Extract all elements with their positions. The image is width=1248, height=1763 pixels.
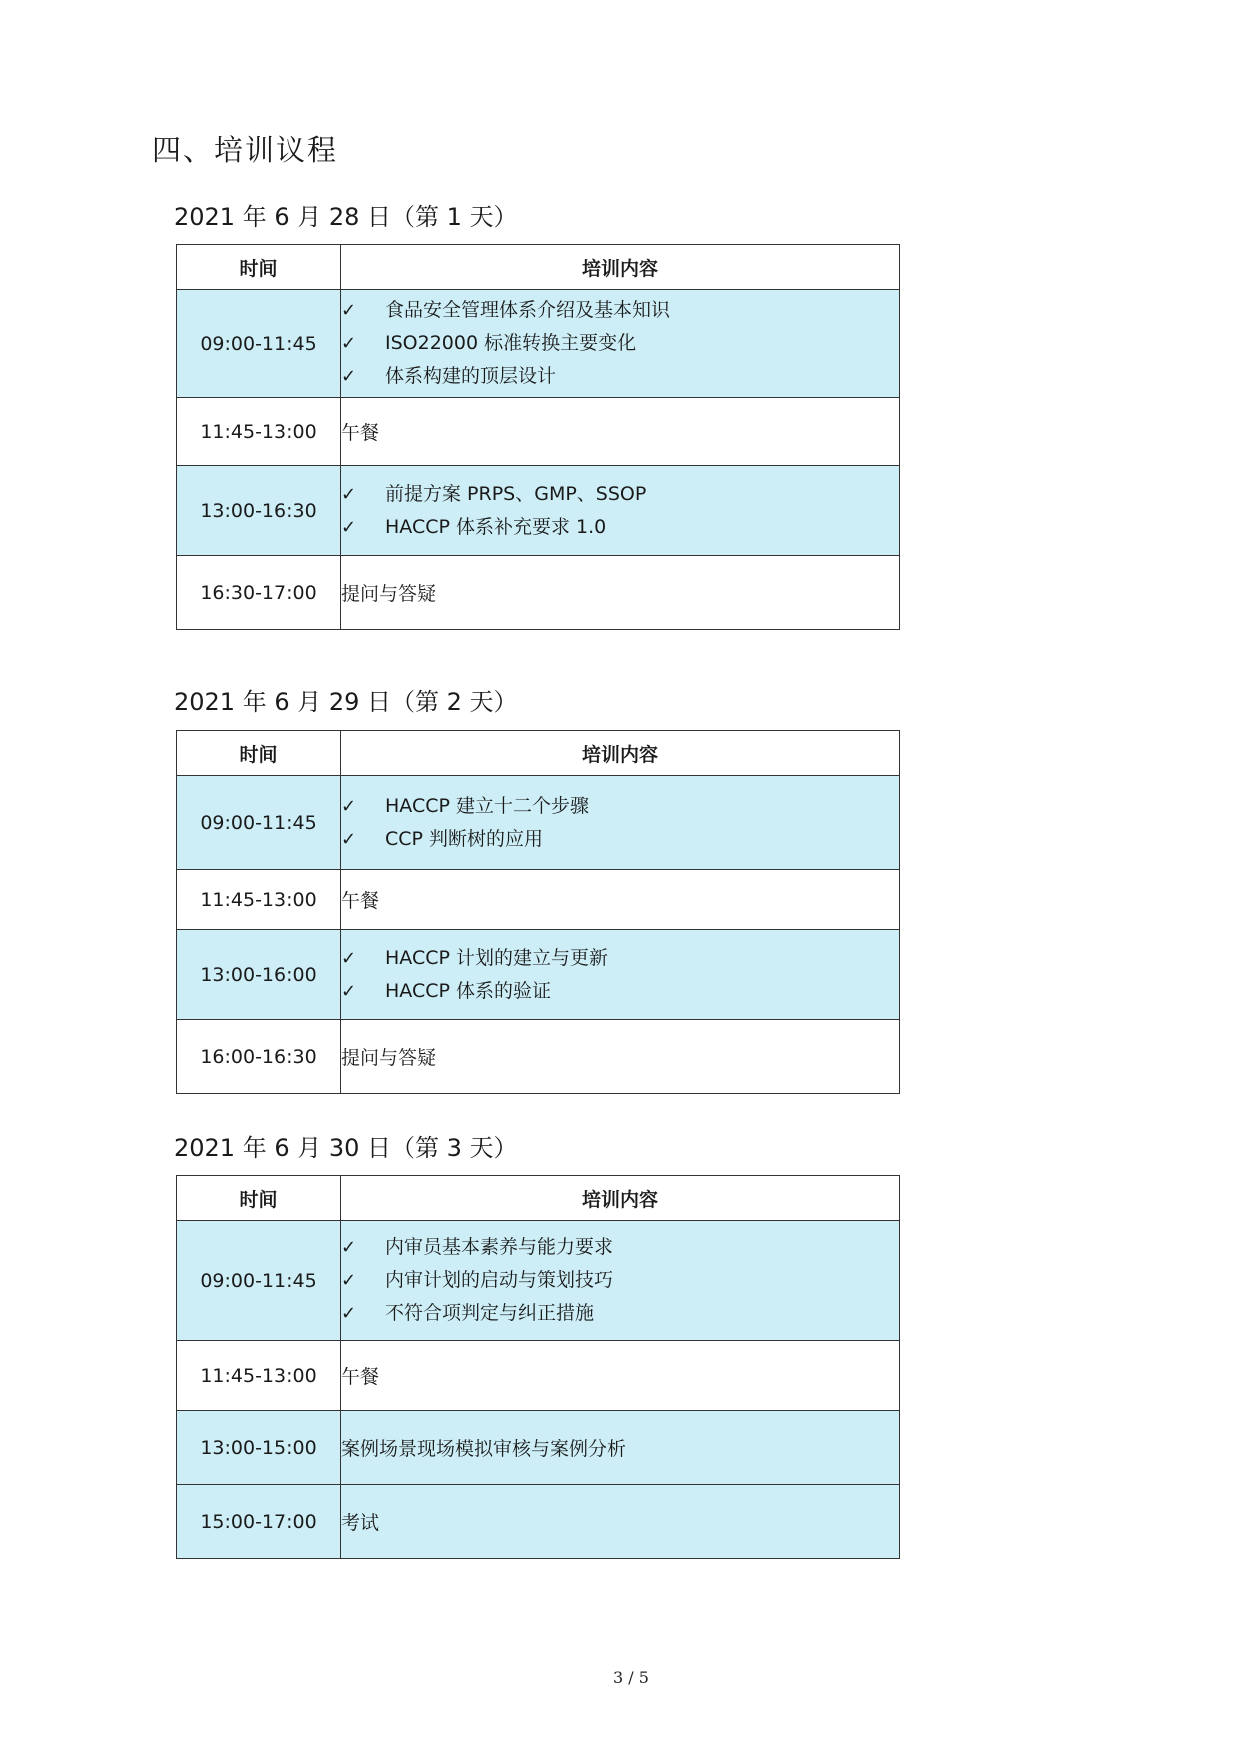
check-mark-icon: ✓ xyxy=(341,980,357,1002)
list-item xyxy=(341,511,899,544)
item-text: HACCP 体系的验证 xyxy=(385,979,551,1002)
item-text: HACCP 建立十二个步骤 xyxy=(385,794,589,817)
content-cell xyxy=(341,1221,900,1341)
check-mark-icon: ✓ xyxy=(341,795,357,817)
time-column-header: 时间 xyxy=(177,245,341,290)
item-text: 前提方案 PRPS、GMP、SSOP xyxy=(385,482,647,505)
content-cell xyxy=(341,466,900,556)
item-text: HACCP 计划的建立与更新 xyxy=(385,946,608,969)
list-item xyxy=(341,360,899,393)
time-cell: 09:00-11:45 xyxy=(177,776,341,870)
list-item xyxy=(341,478,899,511)
check-mark-icon: ✓ xyxy=(341,1303,357,1324)
content-column-header: 培训内容 xyxy=(341,245,900,290)
table-row xyxy=(177,556,900,630)
content-cell xyxy=(341,776,900,870)
table-row xyxy=(177,1411,900,1485)
time-cell: 13:00-15:00 xyxy=(177,1411,341,1485)
time-cell: 09:00-11:45 xyxy=(177,290,341,398)
item-text: CCP 判断树的应用 xyxy=(385,827,544,850)
check-mark-icon: ✓ xyxy=(341,1270,357,1291)
item-text: 不符合项判定与纠正措施 xyxy=(385,1302,595,1324)
check-mark-icon: ✓ xyxy=(341,333,357,354)
time-cell: 16:00-16:30 xyxy=(177,1020,341,1094)
list-item xyxy=(341,942,899,975)
list-item xyxy=(341,1231,899,1264)
day-2-agenda-table xyxy=(176,730,900,1094)
content-cell xyxy=(341,930,900,1020)
table-row xyxy=(177,1020,900,1094)
content-cell: 午餐 xyxy=(341,1341,900,1411)
section-title: 四、培训议程 xyxy=(152,133,339,167)
table-row xyxy=(177,930,900,1020)
content-cell: 午餐 xyxy=(341,870,900,930)
day-2-heading: 2021 年 6 月 29 日（第 2 天） xyxy=(174,688,518,716)
item-text: 内审计划的启动与策划技巧 xyxy=(385,1269,614,1291)
time-cell: 09:00-11:45 xyxy=(177,1221,341,1341)
content-column-header: 培训内容 xyxy=(341,1176,900,1221)
time-cell: 15:00-17:00 xyxy=(177,1485,341,1559)
list-item xyxy=(341,1264,899,1297)
list-item xyxy=(341,327,899,360)
check-mark-icon: ✓ xyxy=(341,366,357,387)
item-text: 体系构建的顶层设计 xyxy=(385,365,557,387)
table-header-row xyxy=(177,1176,900,1221)
time-column-header: 时间 xyxy=(177,731,341,776)
check-mark-icon: ✓ xyxy=(341,947,357,969)
content-cell: 考试 xyxy=(341,1485,900,1559)
table-row xyxy=(177,776,900,870)
time-cell: 16:30-17:00 xyxy=(177,556,341,630)
list-item xyxy=(341,790,899,823)
table-header-row xyxy=(177,731,900,776)
time-column-header: 时间 xyxy=(177,1176,341,1221)
item-text: HACCP 体系补充要求 1.0 xyxy=(385,515,607,538)
table-row xyxy=(177,1221,900,1341)
day-1-heading: 2021 年 6 月 28 日（第 1 天） xyxy=(174,203,518,231)
list-item xyxy=(341,975,899,1008)
table-row xyxy=(177,398,900,466)
table-row xyxy=(177,290,900,398)
content-cell: 案例场景现场模拟审核与案例分析 xyxy=(341,1411,900,1485)
item-text: 食品安全管理体系介绍及基本知识 xyxy=(385,299,671,321)
check-mark-icon: ✓ xyxy=(341,828,357,850)
table-row xyxy=(177,1341,900,1411)
time-cell: 13:00-16:00 xyxy=(177,930,341,1020)
item-text: ISO22000 标准转换主要变化 xyxy=(385,332,637,354)
time-cell: 13:00-16:30 xyxy=(177,466,341,556)
day-3-agenda-table xyxy=(176,1175,900,1559)
page-number: 3 / 5 xyxy=(613,1668,649,1687)
list-item xyxy=(341,1297,899,1330)
check-mark-icon: ✓ xyxy=(341,1237,357,1258)
list-item xyxy=(341,823,899,856)
item-text: 内审员基本素养与能力要求 xyxy=(385,1236,614,1258)
day-1-agenda-table xyxy=(176,244,900,630)
time-cell: 11:45-13:00 xyxy=(177,870,341,930)
content-cell: 提问与答疑 xyxy=(341,1020,900,1094)
check-mark-icon: ✓ xyxy=(341,516,357,538)
table-row xyxy=(177,870,900,930)
table-row xyxy=(177,1485,900,1559)
list-item xyxy=(341,294,899,327)
content-cell xyxy=(341,290,900,398)
time-cell: 11:45-13:00 xyxy=(177,1341,341,1411)
content-column-header: 培训内容 xyxy=(341,731,900,776)
check-mark-icon: ✓ xyxy=(341,300,357,321)
table-row xyxy=(177,466,900,556)
check-mark-icon: ✓ xyxy=(341,483,357,505)
table-header-row xyxy=(177,245,900,290)
time-cell: 11:45-13:00 xyxy=(177,398,341,466)
day-3-heading: 2021 年 6 月 30 日（第 3 天） xyxy=(174,1134,518,1162)
content-cell: 提问与答疑 xyxy=(341,556,900,630)
content-cell: 午餐 xyxy=(341,398,900,466)
